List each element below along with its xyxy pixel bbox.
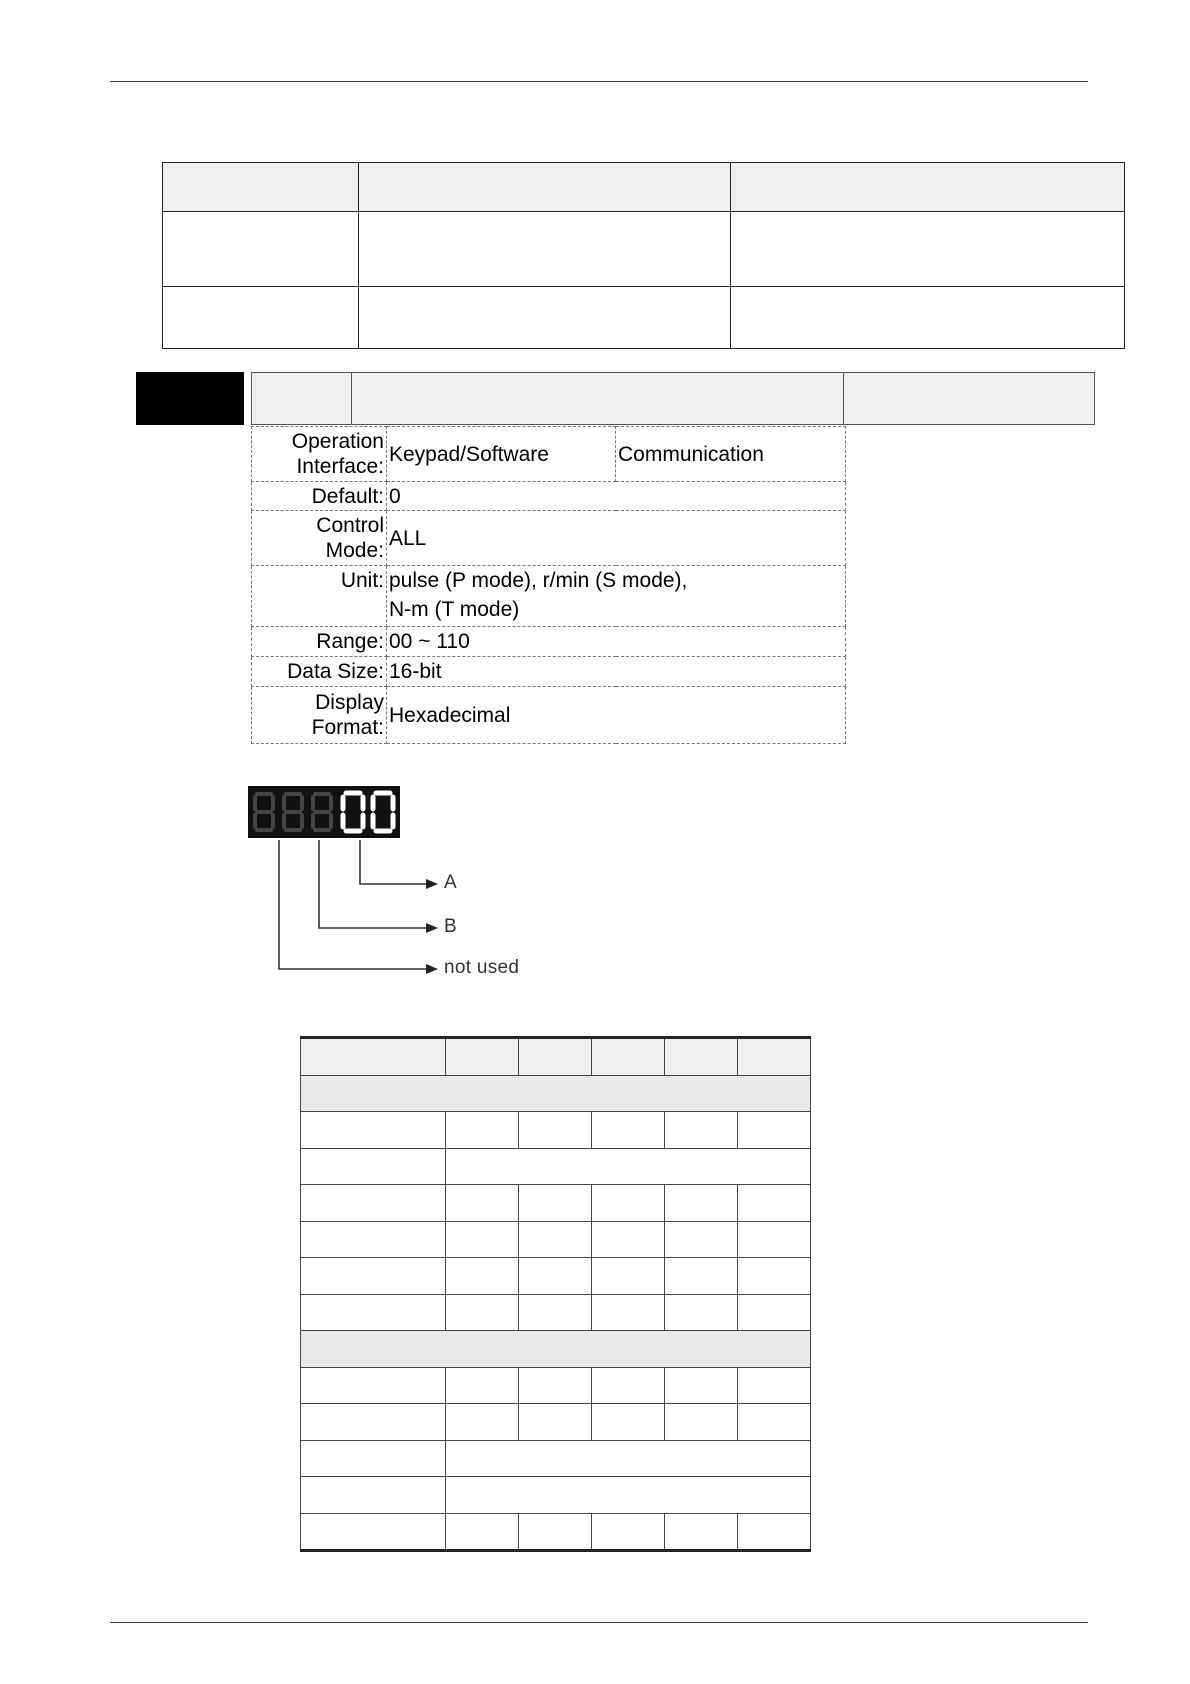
- unit-row: [252, 566, 846, 627]
- unit-value-line-1: pulse (P mode), r/min (S mode),: [389, 569, 688, 592]
- top-table-header-row: [163, 163, 1125, 212]
- table-row: [301, 1112, 811, 1149]
- digit-b: [343, 793, 363, 831]
- operation-interface-row: [252, 427, 846, 482]
- data-size-row: [252, 657, 846, 687]
- unused-digit-3: [313, 794, 331, 830]
- parameter-name-cell: [352, 373, 844, 425]
- section-row: [301, 1331, 811, 1368]
- seven-segment-display: [248, 786, 400, 838]
- control-mode-row: [252, 511, 846, 566]
- label-a: A: [444, 872, 457, 893]
- default-row: [252, 482, 846, 511]
- table-row: [301, 1148, 811, 1185]
- table-row: [301, 1404, 811, 1441]
- parameter-code-cell: [252, 373, 352, 425]
- display-format-row: [252, 687, 846, 744]
- parameter-address-cell: [844, 373, 1095, 425]
- section-row: [301, 1075, 811, 1112]
- table-row: [301, 1367, 811, 1404]
- unit-value: [387, 566, 846, 627]
- data-size-value: 16-bit: [387, 657, 846, 687]
- table-row: [301, 1221, 811, 1258]
- top-table: [162, 162, 1125, 349]
- default-value: 0: [387, 482, 846, 511]
- operation-interface-keypad: Keypad/Software: [387, 427, 616, 482]
- seven-segment-icon: [248, 786, 400, 838]
- table-row: [301, 1477, 811, 1514]
- table-row: [301, 1185, 811, 1222]
- range-label: Range:: [252, 627, 387, 657]
- footer-rule: [110, 1622, 1088, 1623]
- table-row: [301, 1440, 811, 1477]
- attribute-table: [251, 426, 846, 744]
- top-table-row: [163, 212, 1125, 287]
- operation-interface-label: Operation Interface:: [252, 427, 387, 482]
- default-label: Default:: [252, 482, 387, 511]
- table-row: [301, 1294, 811, 1331]
- setting-table: [300, 1036, 811, 1552]
- parameter-header: [251, 372, 1095, 425]
- unit-value-line-2: N-m (T mode): [389, 598, 520, 621]
- data-size-label: Data Size:: [252, 657, 387, 687]
- digit-a: [373, 793, 393, 831]
- display-format-label: Display Format:: [252, 687, 387, 744]
- range-value: 00 ~ 110: [387, 627, 846, 657]
- operation-interface-communication: Communication: [616, 427, 846, 482]
- parameter-tag: [136, 372, 244, 425]
- setting-table-header: [301, 1038, 811, 1076]
- unused-digit-1: [255, 794, 273, 830]
- label-b: B: [444, 916, 457, 937]
- control-mode-value: ALL: [387, 511, 846, 566]
- table-row: [301, 1513, 811, 1551]
- header-rule: [110, 81, 1088, 82]
- top-table-row: [163, 287, 1125, 349]
- display-diagram: [248, 836, 528, 981]
- control-mode-label: Control Mode:: [252, 511, 387, 566]
- unused-digit-2: [284, 794, 302, 830]
- label-not-used: not used: [444, 957, 520, 978]
- pointer-lines-icon: [248, 836, 528, 976]
- unit-label: Unit:: [252, 566, 387, 627]
- display-format-value: Hexadecimal: [387, 687, 846, 744]
- table-row: [301, 1258, 811, 1295]
- range-row: [252, 627, 846, 657]
